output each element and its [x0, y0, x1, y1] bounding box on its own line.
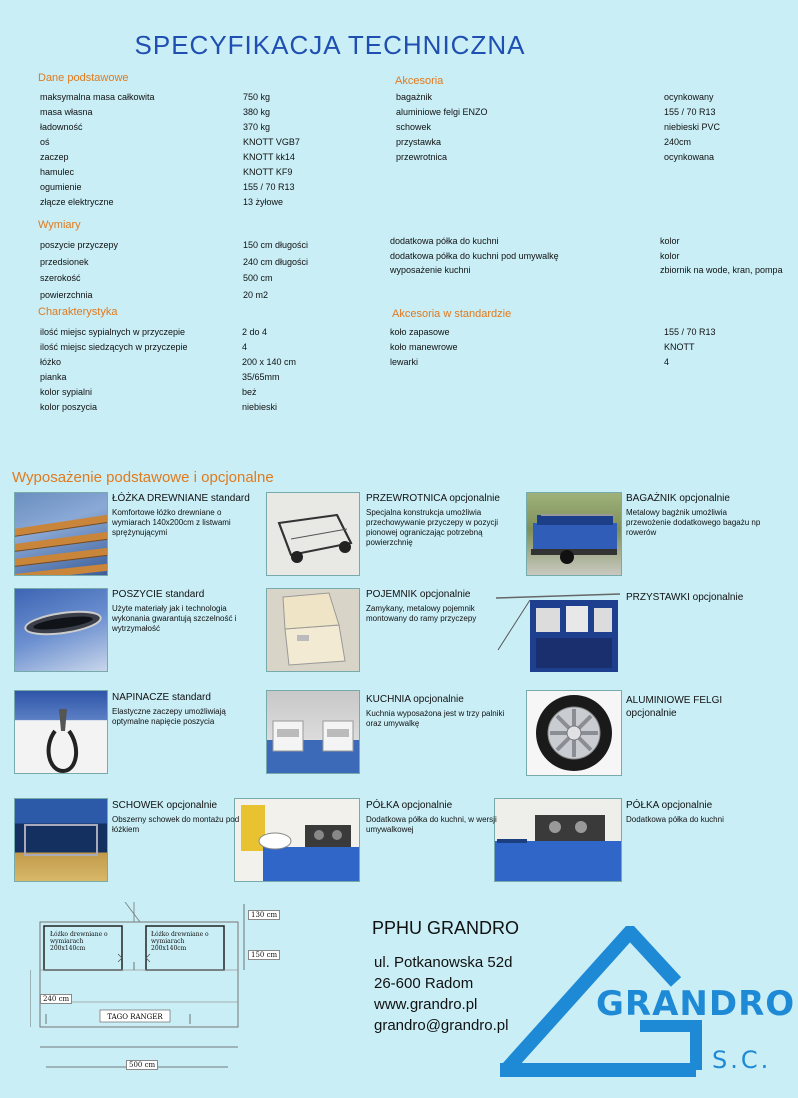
spec-key: ładowność	[40, 122, 83, 132]
logo-suffix: S.C.	[712, 1046, 772, 1074]
equipment-item-desc: Komfortowe łóżko drewniane o wymiarach 140x200cm z listwami sprężynującymi	[112, 508, 231, 537]
spec-key: wyposażenie kuchni	[390, 265, 471, 275]
equipment-item-title: PRZEWROTNICA opcjonalnie	[366, 493, 500, 504]
plan-bed-right-label: Łóżko drewniane o wymiarach 200x140cm	[151, 931, 209, 952]
equipment-item-title: BAGAŻNIK opcjonalnie	[626, 493, 730, 504]
spec-value: 155 / 70 R13	[664, 327, 716, 337]
spec-value: zbiornik na wode, kran, pompa	[660, 265, 783, 275]
spec-key: kolor poszycia	[40, 402, 98, 412]
spec-key: schowek	[396, 122, 432, 132]
storage-photo	[14, 798, 108, 882]
spec-key: przystawka	[396, 137, 442, 147]
equipment-item-title: SCHOWEK opcjonalnie	[112, 800, 218, 811]
equipment-item-desc: Zamykany, metalowy pojemnik montowany do ramy przyczepy	[366, 604, 477, 623]
spec-key: łóżko	[40, 357, 62, 367]
plan-dim-bottom: 500 cm	[126, 1060, 158, 1070]
spec-value: KNOTT	[664, 342, 695, 352]
plan-bed-left-label: Łóżko drewniane o wymiarach 200x140cm	[50, 931, 108, 952]
spec-key: dodatkowa półka do kuchni pod umywalkę	[390, 250, 559, 261]
spec-key: koło manewrowe	[390, 342, 458, 352]
tilt-stand-photo	[266, 492, 360, 576]
spec-value: 20 m2	[243, 289, 269, 300]
spec-value: 150 cm długości	[243, 240, 309, 250]
spec-key: lewarki	[390, 357, 419, 367]
spec-value: KNOTT kk14	[243, 152, 295, 162]
contact-www[interactable]: www.grandro.pl	[374, 996, 478, 1013]
equipment-item-title: POSZYCIE standard	[112, 589, 205, 600]
annex-photo	[496, 590, 620, 672]
spec-value: 4	[664, 357, 670, 367]
equipment-item-desc: Metalowy bagżnik umożliwia przewożenie dodatkowego bagażu np rowerów	[626, 508, 761, 537]
section-heading-wymiary: Wymiary	[38, 219, 81, 231]
spec-key: kolor sypialni	[40, 387, 93, 397]
spec-key: szerokość	[40, 273, 81, 283]
spec-key: przedsionek	[40, 256, 89, 267]
spec-key: ilość miejsc sypialnych w przyczepie	[40, 327, 186, 337]
spec-key: przewrotnica	[396, 152, 448, 162]
spec-key: ogumienie	[40, 182, 82, 192]
spec-value: 750 kg	[243, 92, 271, 102]
floor-plan-diagram	[30, 902, 290, 1082]
tensioner-photo	[14, 690, 108, 774]
contact-email[interactable]: grandro@grandro.pl	[374, 1017, 509, 1034]
spec-value: kolor	[660, 236, 680, 246]
equipment-item-title: PRZYSTAWKI opcjonalnie	[626, 592, 744, 603]
company-name: PPHU GRANDRO	[372, 918, 520, 938]
equipment-item-title: POJEMNIK opcjonalnie	[366, 589, 471, 600]
spec-value: niebieski PVC	[664, 122, 721, 132]
contact-city: 26-600 Radom	[374, 975, 474, 992]
equipment-item-desc: Obszerny schowek do montażu pod łóżkiem	[112, 815, 240, 834]
spec-key: bagażnik	[396, 92, 433, 102]
plan-dim-top: 130 cm	[248, 910, 280, 920]
equipment-item-desc: Kuchnia wyposażona jest w trzy palniki oraz umywalkę	[366, 709, 505, 728]
spec-value: 500 cm	[243, 273, 273, 283]
spec-key: złącze elektryczne	[40, 197, 114, 207]
spec-value: 380 kg	[243, 107, 271, 117]
equipment-heading: Wyposażenie podstawowe i opcjonalne	[12, 469, 274, 486]
spec-value: 155 / 70 R13	[664, 107, 716, 117]
section-heading-dane: Dane podstawowe	[38, 72, 129, 84]
equipment-item-title: ŁÓŻKA DREWNIANE standard	[112, 493, 250, 504]
spec-value: 240cm	[664, 137, 692, 147]
equipment-item-title: PÓŁKA opcjonalnie	[626, 800, 713, 811]
spec-value: KNOTT VGB7	[243, 137, 300, 147]
equipment-item-title: NAPINACZE standard	[112, 692, 211, 703]
plan-dim-left: 240 cm	[40, 994, 72, 1004]
spec-value: beż	[242, 387, 257, 397]
equipment-item-desc: Specjalna konstrukcja umożliwia przechowywanie przyczepy w pozycji pionowej ograniczając potrzebną powierzchnię	[366, 508, 499, 547]
spec-key: zaczep	[40, 152, 69, 162]
spec-value: KNOTT KF9	[243, 167, 293, 177]
spec-key: masa własna	[40, 107, 93, 117]
spec-key: dodatkowa półka do kuchni	[390, 236, 499, 246]
spec-value: ocynkowany	[664, 92, 714, 102]
spec-value: 155 / 70 R13	[243, 182, 295, 192]
shelf-photo	[494, 798, 622, 882]
bed-photo	[14, 492, 108, 576]
spec-value: 4	[242, 342, 248, 352]
page-title: SPECYFIKACJA TECHNICZNA	[134, 30, 526, 60]
roof-rack-photo	[526, 492, 622, 576]
equipment-item-desc: Dodatkowa półka do kuchni, w wersji umywalkowej	[366, 815, 497, 834]
equipment-item-desc: Użyte materiały jak i technologia wykonania gwarantują szczelność i wytrzymałość	[112, 604, 237, 633]
equipment-item-desc: Dodatkowa półka do kuchni	[626, 815, 724, 824]
equipment-item-desc: Elastyczne zaczepy umożliwiają optymalne napięcie poszycia	[112, 707, 226, 726]
spec-key: pianka	[40, 372, 67, 382]
spec-key: hamulec	[40, 167, 75, 177]
spec-value: niebieski	[242, 402, 278, 412]
kitchen-photo	[266, 690, 360, 774]
spec-key: poszycie przyczepy	[40, 240, 119, 250]
logo-name: GRANDRO	[596, 984, 796, 1024]
section-heading-akcesoria: Akcesoria	[395, 75, 444, 87]
section-heading-charakterystyka: Charakterystyka	[38, 306, 118, 318]
spec-key: powierzchnia	[40, 289, 93, 300]
spec-value: 13 żyłowe	[243, 197, 284, 207]
shelf-sink-photo	[234, 798, 360, 882]
equipment-item-title: ALUMINIOWE FELGI opcjonalnie	[626, 695, 723, 719]
spec-value: 2 do 4	[242, 327, 268, 337]
equipment-item-title: KUCHNIA opcjonalnie	[366, 694, 464, 705]
section-heading-standard: Akcesoria w standardzie	[392, 308, 512, 320]
spec-value: ocynkowana	[664, 152, 715, 162]
plan-model-label: TAGO RANGER	[107, 1013, 163, 1021]
cover-photo	[14, 588, 108, 672]
spec-value: 200 x 140 cm	[242, 357, 297, 367]
equipment-item-title: PÓŁKA opcjonalnie	[366, 800, 453, 811]
spec-key: maksymalna masa całkowita	[40, 92, 155, 102]
spec-key: aluminiowe felgi ENZO	[396, 107, 488, 117]
container-photo	[266, 588, 360, 672]
spec-key: koło zapasowe	[390, 327, 450, 337]
spec-value: 35/65mm	[242, 372, 280, 382]
spec-value: 370 kg	[243, 122, 271, 132]
spec-value: kolor	[660, 250, 680, 261]
spec-key: ilość miejsc siedzących w przyczepie	[40, 342, 188, 352]
contact-street: ul. Potkanowska 52d	[374, 954, 513, 971]
alloy-wheel-photo	[526, 690, 622, 776]
spec-key: oś	[40, 137, 50, 147]
spec-value: 240 cm długości	[243, 256, 309, 267]
plan-dim-mid: 150 cm	[248, 950, 280, 960]
